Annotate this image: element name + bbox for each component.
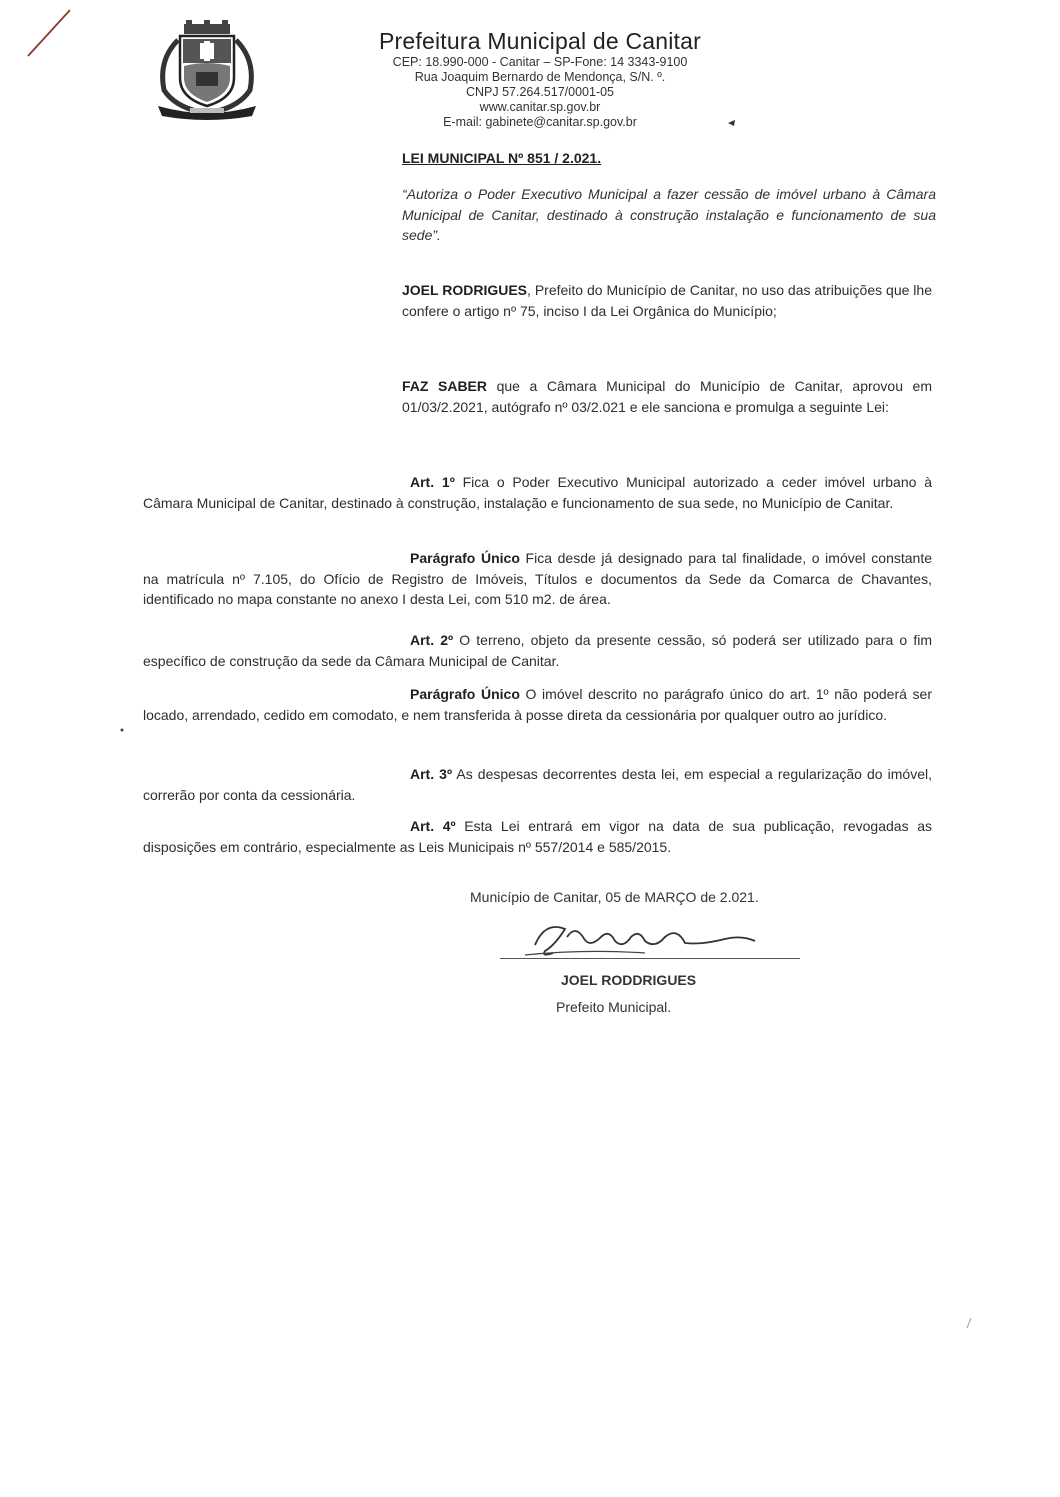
- article-label: Art. 4º: [410, 818, 456, 834]
- law-title: LEI MUNICIPAL Nº 851 / 2.021.: [402, 150, 602, 166]
- article-text: As despesas decorrentes desta lei, em especial a regularização do imóvel, correrão por conta da cessionária.: [143, 766, 933, 803]
- article-text: Fica desde já designado para tal finalidade, o imóvel constante na matrícula nº 7.105, do Ofício de Registro de Imóveis, Títulos e documentos da Sede da Comarca de Chavantes, identificado no mapa constante no anexo I desta Lei, com 510 m2. de área.: [143, 550, 932, 607]
- article-1: [143, 472, 932, 513]
- article-label: Art. 3º: [410, 766, 453, 782]
- article-2: [143, 630, 932, 671]
- letterhead-email: E-mail: gabinete@canitar.sp.gov.br: [443, 115, 637, 129]
- article-3: [143, 764, 932, 805]
- scan-speck-icon: [966, 1318, 972, 1328]
- letterhead-cep-phone: CEP: 18.990-000 - Canitar – SP-Fone: 14 3343-9100: [392, 55, 688, 69]
- scan-speck-icon: [728, 120, 736, 126]
- faz-saber-label: FAZ SABER: [402, 378, 488, 394]
- article-label: Art. 2º: [410, 632, 454, 648]
- signature-line: [500, 958, 800, 959]
- article-text: O imóvel descrito no parágrafo único do art. 1º não poderá ser locado, arrendado, cedido em comodato, e nem transferida à posse direta da cessionária por qualquer outro ao jurídico.: [143, 686, 932, 723]
- signer-role: Prefeito Municipal.: [556, 999, 672, 1015]
- article-1-sole-paragraph: [143, 548, 932, 610]
- municipal-coat-of-arms-icon: [150, 20, 265, 120]
- organization-name: Prefeitura Municipal de Canitar: [379, 28, 701, 54]
- law-summary: “Autoriza o Poder Executivo Municipal a fazer cessão de imóvel urbano à Câmara Municipal de Canitar, destinado à construção instalação e funcionamento de sua sede”.: [402, 186, 936, 243]
- article-text: Fica o Poder Executivo Municipal autorizado a ceder imóvel urbano à Câmara Municipal de Canitar, destinado à construção, instalação e funcionamento de sua sede, no Município de Canitar.: [143, 474, 932, 511]
- scan-speck-icon: [120, 728, 124, 732]
- article-2-sole-paragraph: [143, 684, 932, 725]
- pen-mark-icon: [20, 4, 80, 64]
- article-label: Parágrafo Único: [410, 550, 520, 566]
- letterhead-address: Rua Joaquim Bernardo de Mendonça, S/N. º.: [414, 70, 666, 84]
- article-4: [143, 816, 932, 857]
- article-text: Esta Lei entrará em vigor na data de sua publicação, revogadas as disposições em contrário, especialmente as Leis Municipais nº 557/2014 e 585/2015.: [143, 818, 932, 855]
- letterhead: [320, 28, 760, 130]
- letterhead-cnpj: CNPJ 57.264.517/0001-05: [465, 85, 615, 99]
- article-label: Parágrafo Único: [410, 686, 520, 702]
- letterhead-website: www.canitar.sp.gov.br: [479, 100, 601, 114]
- mayor-name: JOEL RODRIGUES: [402, 282, 528, 298]
- article-label: Art. 1º: [410, 474, 455, 490]
- signer-name: JOEL RODDRIGUES: [561, 972, 697, 988]
- preamble-announcement-text: que a Câmara Municipal do Município de Canitar, aprovou em 01/03/2.2021, autógrafo nº 03/2.021 e ele sanciona e promulga a seguinte Lei:: [402, 378, 932, 415]
- article-text: O terreno, objeto da presente cessão, só poderá ser utilizado para o fim específico de construção da sede da Câmara Municipal de Canitar.: [143, 632, 932, 669]
- preamble-mayor: [402, 280, 932, 321]
- preamble-announcement: [402, 376, 932, 417]
- date-location-line: Município de Canitar, 05 de MARÇO de 2.021.: [470, 889, 759, 905]
- preamble-mayor-text: , Prefeito do Município de Canitar, no uso das atribuições que lhe confere o artigo nº 75, inciso I da Lei Orgânica do Município;: [402, 282, 932, 319]
